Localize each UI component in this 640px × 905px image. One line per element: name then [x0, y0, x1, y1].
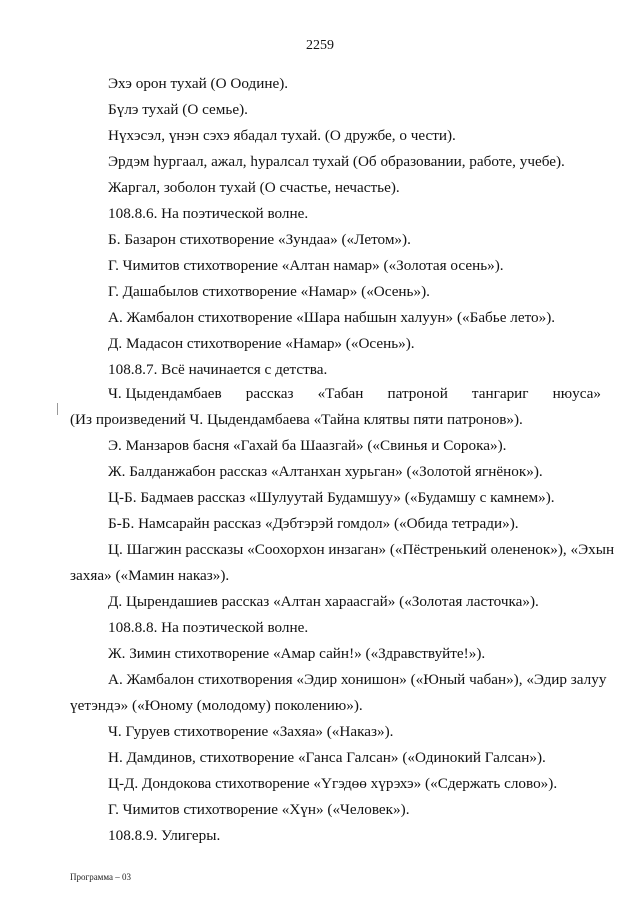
- justified-line: [108, 385, 601, 403]
- text-line: Д. Мадасон стихотворение «Намар» («Осень»).: [108, 335, 415, 352]
- text-line: Б-Б. Намсарайн рассказ «Дэбтэрэй гомдол» («Обида тетради»).: [108, 515, 519, 532]
- page-number: 2259: [306, 38, 334, 53]
- text-line: Ц-Д. Дондокова стихотворение «Үгэдөө хүрэхэ» («Сдержать слово»).: [108, 775, 558, 792]
- text-line: (Из произведений Ч. Цыдендамбаева «Тайна клятвы пяти патронов»).: [70, 411, 523, 428]
- section-heading: 108.8.9. Улигеры.: [108, 827, 221, 844]
- text-line: Н. Дамдинов, стихотворение «Ганса Галсан» («Одинокий Галсан»).: [108, 749, 546, 766]
- text-line: Б. Базарон стихотворение «Зундаа» («Летом»).: [108, 231, 411, 248]
- text-line: Ц. Шагжин рассказы «Соохорхон инзаган» («Пёстренький олененок»), «Эхын: [108, 541, 615, 558]
- margin-mark: [57, 403, 58, 415]
- footer-label: Программа – 03: [70, 872, 132, 882]
- section-heading: 108.8.6. На поэтической волне.: [108, 205, 309, 222]
- text-line: үетэндэ» («Юному (молодому) поколению»).: [70, 697, 363, 714]
- text-line: Д. Цырендашиев рассказ «Алтан хараасгай» («Золотая ласточка»).: [108, 593, 539, 610]
- text-line: Нүхэсэл, үнэн сэхэ ябадал тухай. (О дружбе, о чести).: [108, 127, 456, 144]
- text-line: захяа» («Мамин наказ»).: [70, 567, 230, 584]
- word: рассказ: [245, 385, 294, 402]
- text-line: Г. Чимитов стихотворение «Хүн» («Человек»).: [108, 801, 410, 818]
- text-line: А. Жамбалон стихотворение «Шара набшын халуун» («Бабье лето»).: [108, 309, 556, 326]
- text-line: Ч. Гуруев стихотворение «Захяа» («Наказ»).: [108, 723, 394, 740]
- word: патроной: [387, 385, 448, 402]
- text-line: Г. Дашабылов стихотворение «Намар» («Осень»).: [108, 283, 430, 300]
- word: Ч. Цыдендамбаев: [108, 385, 222, 402]
- text-line: Эхэ орон тухай (О Оодине).: [108, 75, 289, 92]
- text-line: Жаргал, зоболон тухай (О счастье, нечастье).: [108, 179, 400, 196]
- word: «Табан: [317, 385, 364, 402]
- text-line: Бүлэ тухай (О семье).: [108, 101, 248, 118]
- word: тангариг: [471, 385, 529, 402]
- text-line: Ж. Зимин стихотворение «Амар сайн!» («Здравствуйте!»).: [108, 645, 486, 662]
- section-heading: 108.8.7. Всё начинается с детства.: [108, 361, 328, 378]
- text-line: Ц-Б. Бадмаев рассказ «Шулуутай Будамшуу» («Будамшу с камнем»).: [108, 489, 555, 506]
- section-heading: 108.8.8. На поэтической волне.: [108, 619, 309, 636]
- text-line: Э. Манзаров басня «Гахай ба Шаазгай» («Свинья и Сорока»).: [108, 437, 507, 454]
- text-line: Г. Чимитов стихотворение «Алтан намар» («Золотая осень»).: [108, 257, 504, 274]
- word: нюуса»: [552, 385, 601, 402]
- text-line: Ж. Балданжабон рассказ «Алтанхан хурьган» («Золотой ягнёнок»).: [108, 463, 543, 480]
- text-line: А. Жамбалон стихотворения «Эдир хонишон» («Юный чабан»), «Эдир залуу: [108, 671, 607, 688]
- text-line: Эрдэм һургаал, ажал, һуралсал тухай (Об образовании, работе, учебе).: [108, 153, 565, 170]
